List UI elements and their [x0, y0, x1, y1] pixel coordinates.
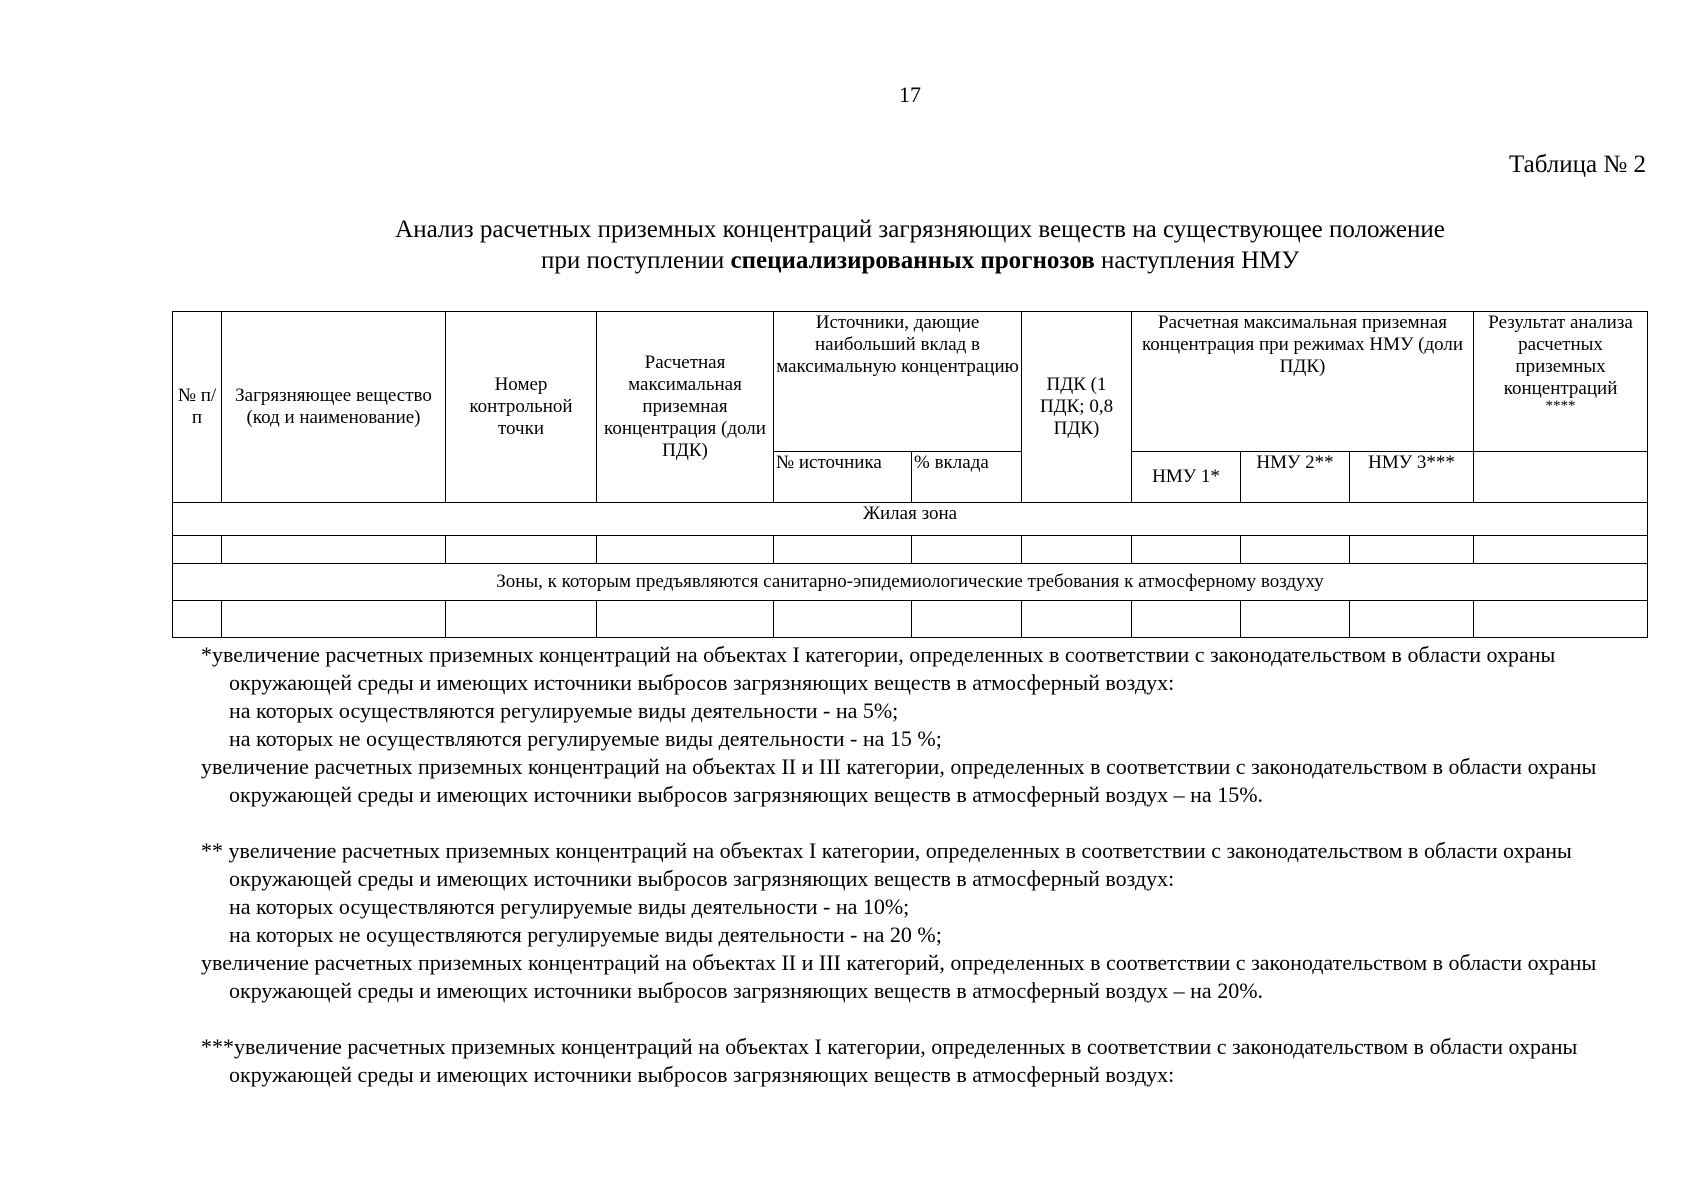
title-line-2-bold: специализированных прогнозов [730, 247, 1095, 274]
header-sources: Источники, дающие наибольший вклад в максимальную концентрацию [774, 312, 1022, 452]
header-result-empty [1474, 452, 1648, 503]
table-cell [1241, 536, 1350, 564]
page-title [270, 214, 1570, 276]
table-cell [1022, 601, 1132, 638]
header-nmu1: НМУ 1* [1132, 452, 1241, 503]
footnote-item: на которых не осуществляются регулируемые виды деятельности - на 15 %; [229, 726, 942, 751]
table-cell [446, 601, 597, 638]
table-cell [597, 601, 774, 638]
header-result [1474, 312, 1648, 452]
table-row [173, 536, 1648, 564]
header-result-text: Результат анализа расчетных приземных концентраций [1488, 312, 1633, 399]
footnote-item: на которых осуществляются регулируемые виды деятельности - на 10%; [229, 894, 910, 919]
footnotes [201, 641, 1651, 1089]
table-cell [774, 601, 912, 638]
footnote-paragraph: ***увеличение расчетных приземных концентраций на объектах I категории, определенных в соответствии с законодательством в области охраны окружающей среды и имеющих источники выбросов загрязняющих веществ в атмосферный воздух: [201, 1034, 1578, 1087]
table-cell [1022, 536, 1132, 564]
header-source-pct: % вклада [912, 452, 1022, 503]
table-cell [173, 601, 222, 638]
footnote-gap [201, 1005, 1651, 1033]
concentration-table [172, 311, 1648, 638]
footnote-paragraph: ** увеличение расчетных приземных концентраций на объектах I категории, определенных в соответствии с законодательством в области охраны окружающей среды и имеющих источники выбросов загрязняющих веществ в атмосферный воздух: [201, 838, 1572, 891]
footnote-item: на которых осуществляются регулируемые виды деятельности - на 5%; [229, 698, 899, 723]
table-cell [912, 601, 1022, 638]
footnote-item: на которых не осуществляются регулируемые виды деятельности - на 20 %; [229, 922, 942, 947]
table-cell [774, 536, 912, 564]
footnote-paragraph: *увеличение расчетных приземных концентраций на объектах I категории, определенных в соответствии с законодательством в области охраны окружающей среды и имеющих источники выбросов загрязняющих веществ в атмосферный воздух: [201, 642, 1556, 695]
table-cell [222, 536, 446, 564]
header-nmu3: НМУ 3*** [1350, 452, 1474, 503]
table-cell [1350, 536, 1474, 564]
header-result-stars: **** [1545, 398, 1576, 414]
title-line-2-pre: при поступлении [540, 247, 731, 274]
page-number: 17 [899, 82, 921, 107]
table-cell [1474, 601, 1648, 638]
table-cell [912, 536, 1022, 564]
table-cell [1132, 536, 1241, 564]
table-cell [1474, 536, 1648, 564]
header-source-no: № источника [774, 452, 912, 503]
table-cell [173, 536, 222, 564]
header-calc-max: Расчетная максимальная приземная концентрация (доли ПДК) [597, 312, 774, 503]
title-line-1: Анализ расчетных приземных концентраций загрязняющих веществ на существующее положение [395, 216, 1445, 243]
table-cell [446, 536, 597, 564]
header-substance: Загрязняющее вещество (код и наименование) [222, 312, 446, 503]
table-cell [222, 601, 446, 638]
table-cell [1350, 601, 1474, 638]
table-cell [1132, 601, 1241, 638]
footnote-paragraph: увеличение расчетных приземных концентраций на объектах II и III категорий, определенных в соответствии с законодательством в области охраны окружающей среды и имеющих источники выбросов загрязняющих веществ в атмосферный воздух – на 20%. [201, 950, 1597, 1003]
header-nmu2: НМУ 2** [1241, 452, 1350, 503]
header-nmu-group: Расчетная максимальная приземная концентрация при режимах НМУ (доли ПДК) [1132, 312, 1474, 452]
header-num: № п/ п [173, 312, 222, 503]
title-line-2 [270, 245, 1570, 276]
table-cell [597, 536, 774, 564]
table-label: Таблица № 2 [1508, 151, 1646, 178]
table-row [173, 601, 1648, 638]
footnote-gap [201, 809, 1651, 837]
header-control-point: Номер контрольной точки [446, 312, 597, 503]
footnote-paragraph: увеличение расчетных приземных концентраций на объектах II и III категории, определенных в соответствии с законодательством в области охраны окружающей среды и имеющих источники выбросов загрязняющих веществ в атмосферный воздух – на 15%. [201, 754, 1597, 807]
title-line-2-post: наступления НМУ [1094, 247, 1300, 274]
table-cell [1241, 601, 1350, 638]
section-residential: Жилая зона [173, 503, 1648, 536]
section-sanitary: Зоны, к которым предъявляются санитарно-эпидемиологические требования к атмосферному воздуху [173, 564, 1648, 601]
header-pdk: ПДК (1 ПДК; 0,8 ПДК) [1022, 312, 1132, 503]
